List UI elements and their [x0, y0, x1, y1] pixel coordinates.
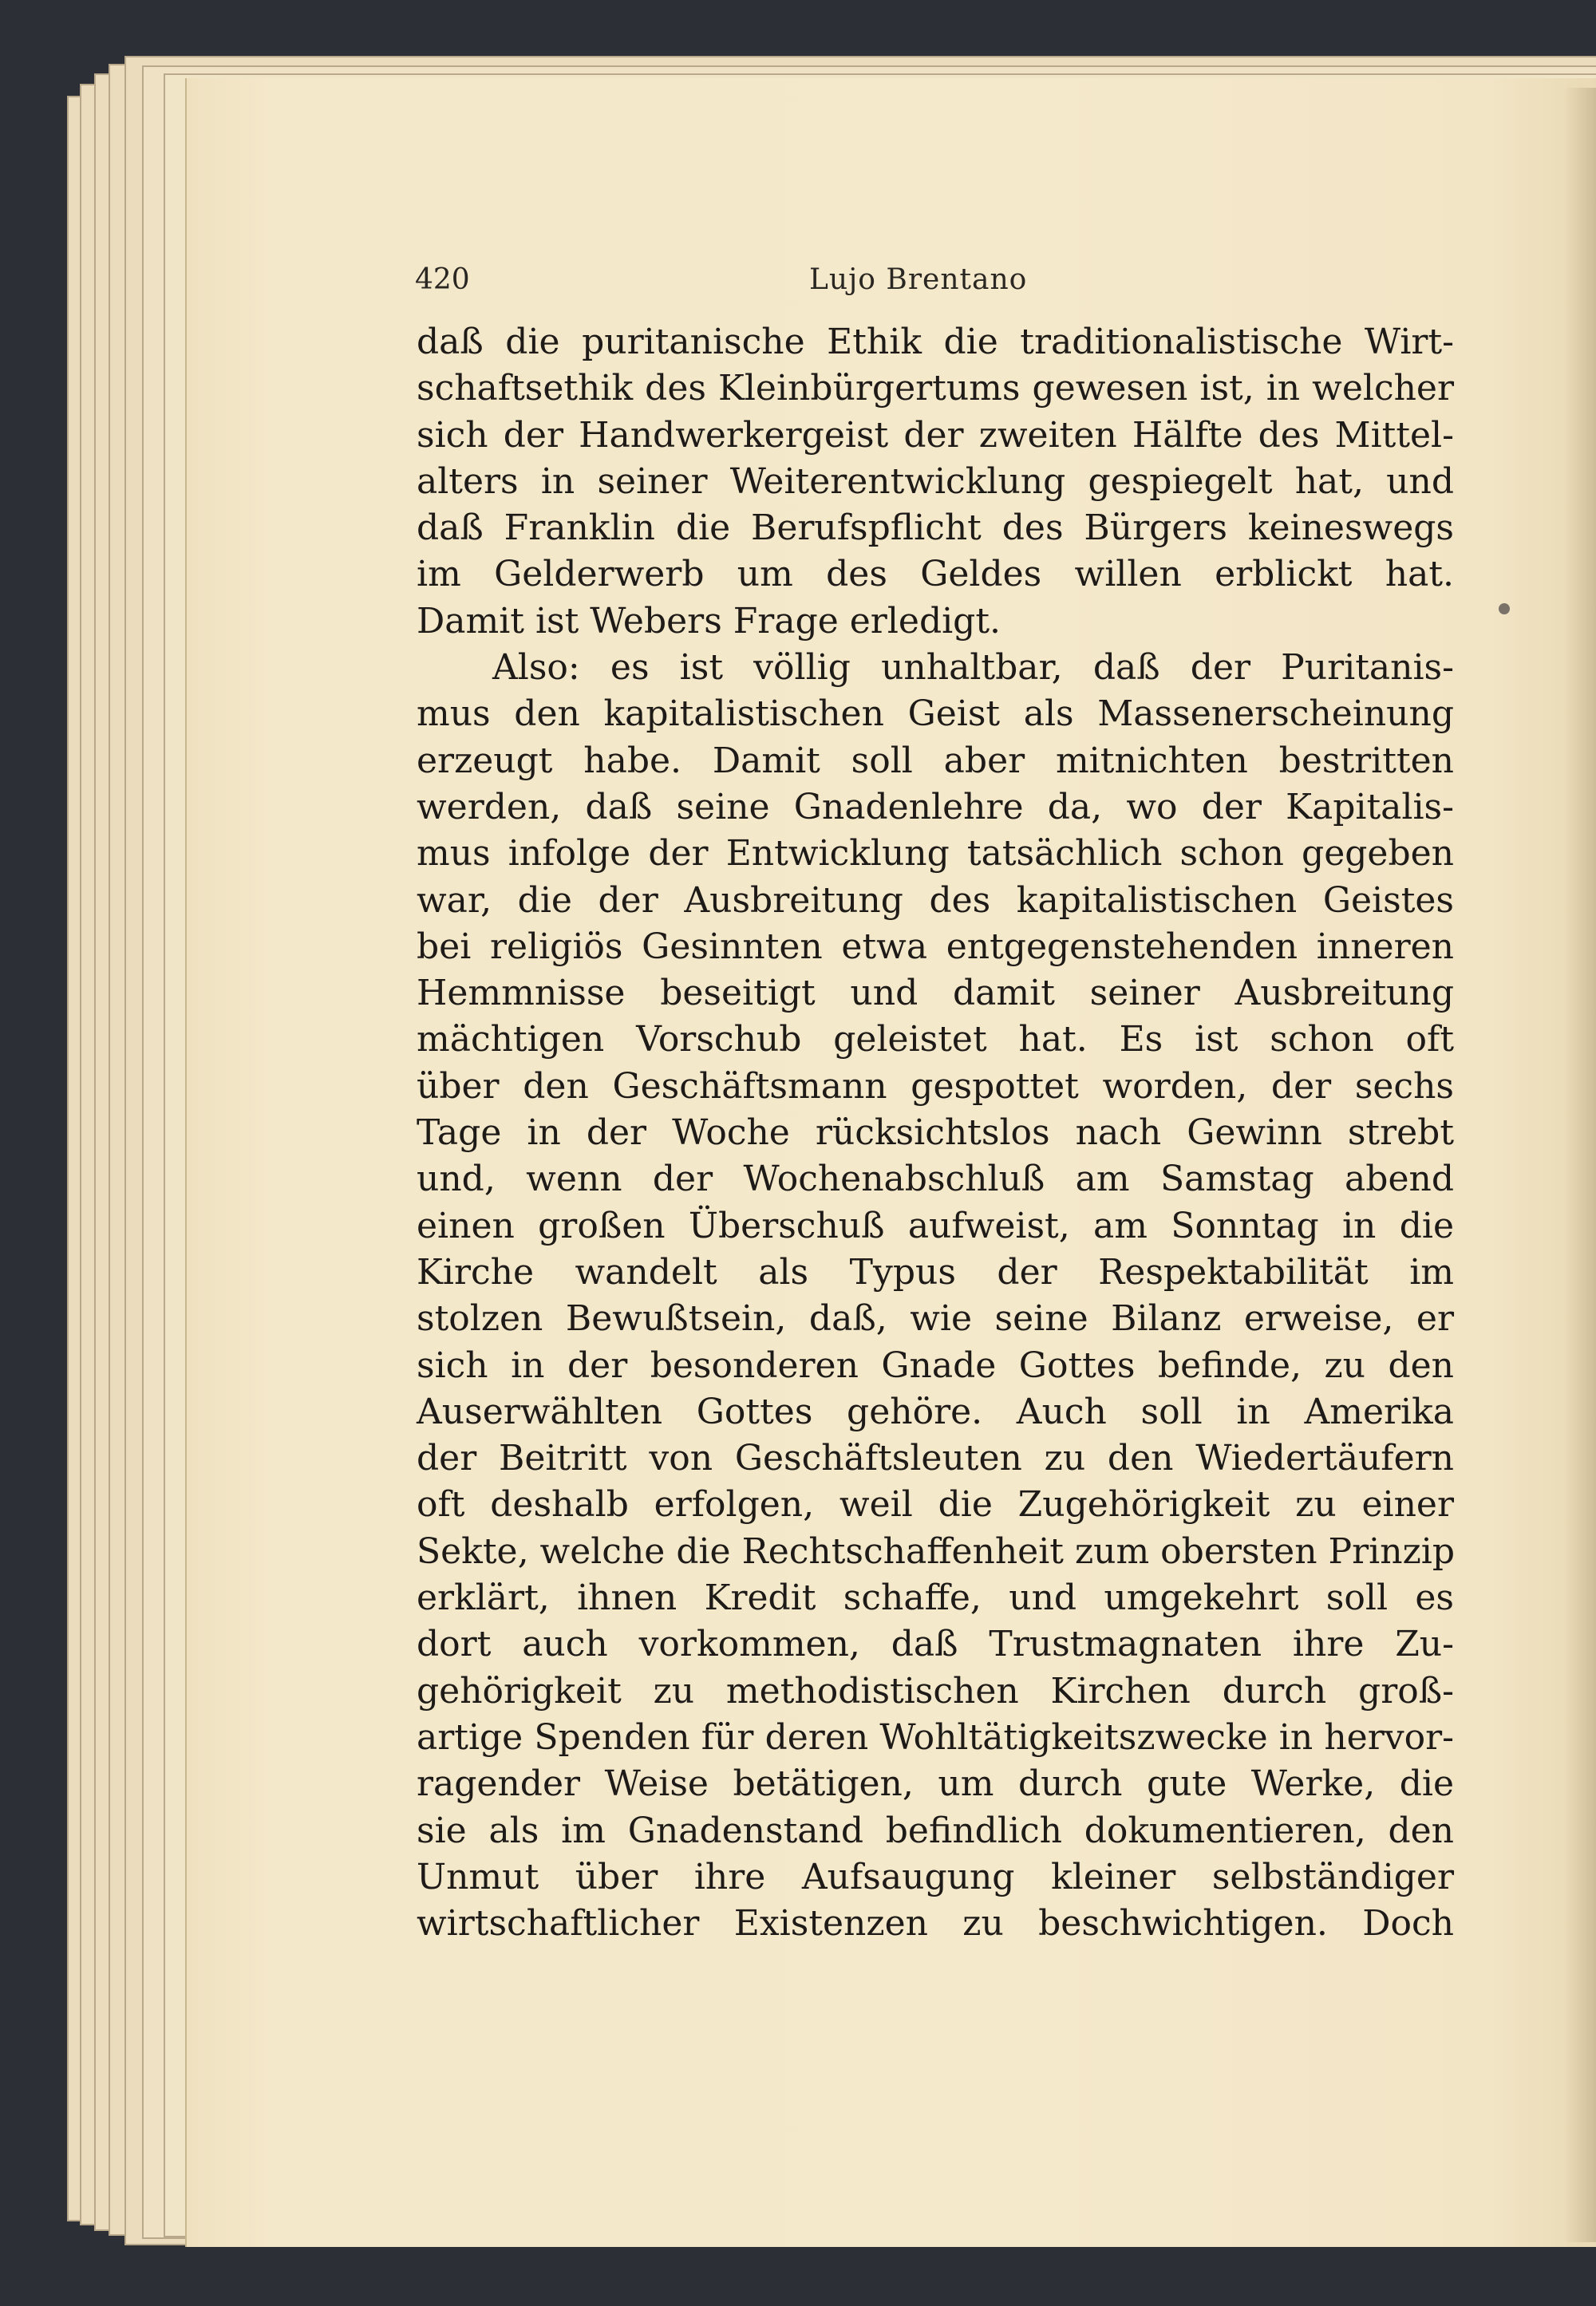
text-line: sich der Handwerkergeist der zweiten Hälfte des Mittel-: [417, 414, 1454, 456]
text-line: daß Franklin die Berufspflicht des Bürgers keineswegs: [417, 507, 1454, 549]
text-line: über den Geschäftsmann gespottet worden, der sechs: [417, 1065, 1454, 1107]
text-line: gehörigkeit zu methodistischen Kirchen durch groß-: [417, 1670, 1454, 1712]
text-line: erklärt, ihnen Kredit schaffe, und umgekehrt soll es: [417, 1577, 1454, 1619]
running-head: Lujo Brentano: [809, 263, 1028, 296]
spine-shadow: [1564, 88, 1596, 2242]
text-line: Damit ist Webers Frage erledigt.: [417, 600, 1001, 642]
text-line: Unmut über ihre Aufsaugung kleiner selbständiger: [417, 1856, 1454, 1897]
text-line: Kirche wandelt als Typus der Respektabilität im: [417, 1251, 1454, 1293]
text-line: mächtigen Vorschub geleistet hat. Es ist schon oft: [417, 1019, 1454, 1060]
text-line: und, wenn der Wochenabschluß am Samstag abend: [417, 1159, 1454, 1200]
page-number: 420: [415, 263, 470, 296]
page-header: [415, 263, 1452, 311]
text-line: mus infolge der Entwicklung tatsächlich schon gegeben: [417, 833, 1454, 875]
text-line: der Beitritt von Geschäftsleuten zu den Wiedertäufern: [417, 1438, 1454, 1479]
text-line: wirtschaftlicher Existenzen zu beschwichtigen. Doch: [417, 1903, 1454, 1945]
text-line: im Gelderwerb um des Geldes willen erblickt hat.: [417, 554, 1454, 595]
text-line: alters in seiner Weiterentwicklung gespiegelt hat, und: [417, 460, 1454, 502]
text-line: Auserwählten Gottes gehöre. Auch soll in Amerika: [417, 1391, 1454, 1432]
text-line: stolzen Bewußtsein, daß, wie seine Bilanz erweise, er: [417, 1298, 1454, 1340]
text-line: oft deshalb erfolgen, weil die Zugehörigkeit zu einer: [417, 1484, 1454, 1526]
text-line: erzeugt habe. Damit soll aber mitnichten bestritten: [417, 740, 1454, 781]
text-line: werden, daß seine Gnadenlehre da, wo der Kapitalis-: [417, 786, 1454, 827]
text-line: dort auch vorkommen, daß Trustmagnaten ihre Zu-: [417, 1624, 1454, 1665]
text-line: sich in der besonderen Gnade Gottes befinde, zu den: [417, 1345, 1454, 1386]
text-line: Also: es ist völlig unhaltbar, daß der Puritanis-: [492, 647, 1454, 689]
text-line: bei religiös Gesinnten etwa entgegenstehenden inneren: [417, 926, 1454, 967]
text-line: artige Spenden für deren Wohltätigkeitszwecke in hervor-: [417, 1716, 1454, 1758]
text-line: ragender Weise betätigen, um durch gute Werke, die: [417, 1763, 1454, 1805]
text-line: sie als im Gnadenstand befindlich dokumentieren, den: [417, 1810, 1454, 1851]
text-line: einen großen Überschuß aufweist, am Sonntag in die: [417, 1205, 1454, 1246]
text-line: Sekte, welche die Rechtschaffenheit zum obersten Prinzip: [417, 1530, 1456, 1572]
text-line: schaftsethik des Kleinbürgertums gewesen ist, in welcher: [417, 368, 1454, 409]
text-line: daß die puritanische Ethik die traditionalistische Wirt-: [417, 322, 1454, 362]
text-line: Hemmnisse beseitigt und damit seiner Ausbreitung: [417, 973, 1454, 1014]
text-line: war, die der Ausbreitung des kapitalistischen Geistes: [417, 879, 1454, 921]
text-line: mus den kapitalistischen Geist als Massenerscheinung: [417, 693, 1454, 735]
text-line: Tage in der Woche rücksichtslos nach Gewinn strebt: [417, 1112, 1454, 1154]
body-text: [417, 319, 1454, 1947]
ink-speck: [1499, 603, 1510, 614]
